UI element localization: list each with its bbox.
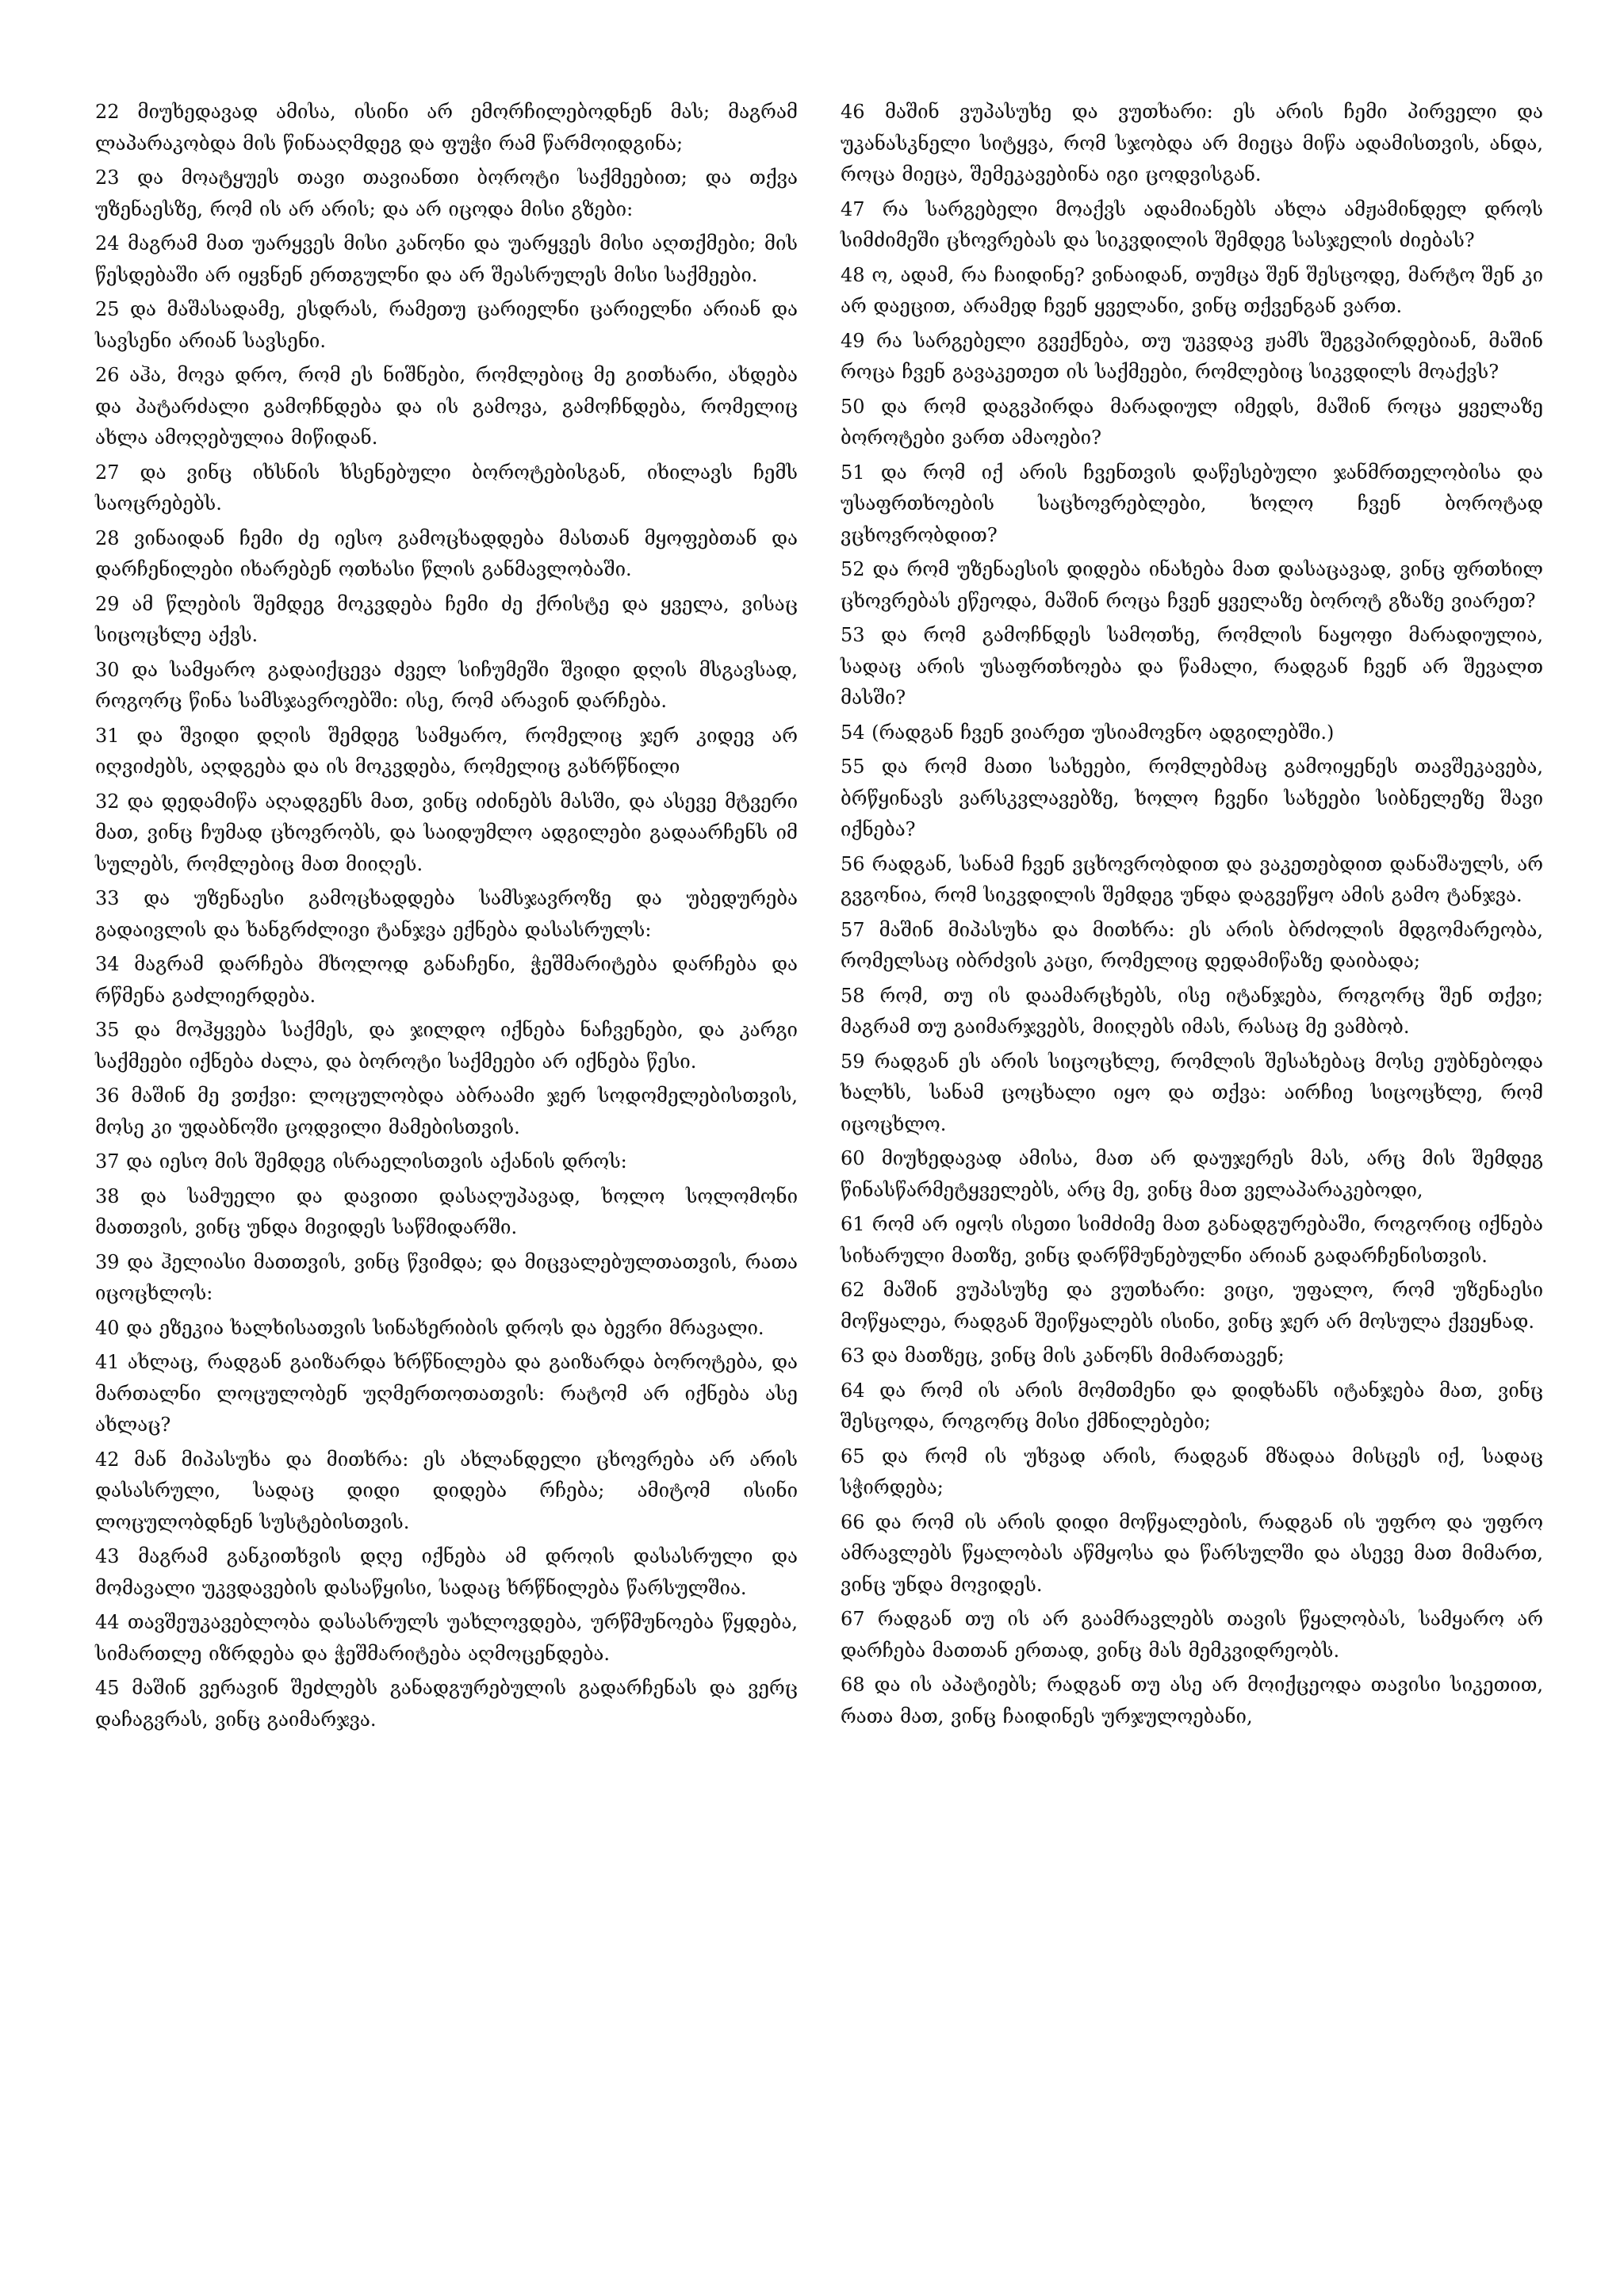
verse-26: 26 აჰა, მოვა დრო, რომ ეს ნიშნები, რომლებიც მე გითხარი, ახდება და პატარძალი გამოჩნდება და ის გამოვა, გამოჩნდება, რომელიც ახლა ამოღებულია მიწიდან. [95, 364, 798, 449]
verse-27: 27 და ვინც იხსნის ხსენებული ბოროტებისგან, იხილავს ჩემს საოცრებებს. [95, 461, 798, 515]
verse-34: 34 მაგრამ დარჩება მხოლოდ განაჩენი, ჭეშმარიტება დარჩება და რწმენა გაძლიერდება. [95, 953, 798, 1007]
verse-48: 48 ო, ადამ, რა ჩაიდინე? ვინაიდან, თუმცა შენ შესცოდე, მარტო შენ კი არ დაეცით, არამედ ჩვენ ყველანი, ვინც თქვენგან ვართ. [841, 263, 1543, 317]
verse-42: 42 მან მიპასუხა და მითხრა: ეს ახლანდელი ცხოვრება არ არის დასასრული, სადაც დიდი დიდება რჩება; ამიტომ ისინი ლოცულობდნენ სუსტებისთვის. [95, 1448, 798, 1533]
verse-28: 28 ვინაიდან ჩემი ძე იესო გამოცხადდება მასთან მყოფებთან და დარჩენილები იხარებენ ოთხასი წლის განმავლობაში. [95, 526, 798, 580]
verse-67: 67 რადგან თუ ის არ გაამრავლებს თავის წყალობას, სამყარო არ დარჩება მათთან ერთად, ვინც მას მემკვიდრეობს. [841, 1608, 1543, 1662]
verse-59: 59 რადგან ეს არის სიცოცხლე, რომლის შესახებაც მოსე ეუბნებოდა ხალხს, სანამ ცოცხალი იყო და თქვა: აირჩიე სიცოცხლე, რომ იცოცხლო. [841, 1050, 1543, 1135]
left-column [95, 97, 798, 1739]
verse-56: 56 რადგან, სანამ ჩვენ ვცხოვრობდით და ვაკეთებდით დანაშაულს, არ გვგონია, რომ სიკვდილის შემდეგ უნდა დაგვეწყო ამის გამო ტანჯვა. [841, 852, 1543, 906]
verse-33: 33 და უზენაესი გამოცხადდება სამსჯავროზე და უბედურება გადაივლის და ხანგრძლივი ტანჯვა ექნება დასასრულს: [95, 887, 798, 941]
verse-43: 43 მაგრამ განკითხვის დღე იქნება ამ დროის დასასრული და მომავალი უკვდავების დასაწყისი, სადაც ხრწნილება წარსულშია. [95, 1545, 798, 1599]
verse-44: 44 თავშეუკავებლობა დასასრულს უახლოვდება, ურწმუნოება წყდება, სიმართლე იზრდება და ჭეშმარიტება აღმოცენდება. [95, 1611, 798, 1665]
verse-57: 57 მაშინ მიპასუხა და მითხრა: ეს არის ბრძოლის მდგომარეობა, რომელსაც იბრძვის კაცი, რომელიც დედამიწაზე დაიბადა; [841, 918, 1543, 972]
verse-58: 58 რომ, თუ ის დაამარცხებს, ისე იტანჯება, როგორც შენ თქვი; მაგრამ თუ გაიმარჯვებს, მიიღებს იმას, რასაც მე ვამბობ. [841, 984, 1543, 1038]
verse-46: 46 მაშინ ვუპასუხე და ვუთხარი: ეს არის ჩემი პირველი და უკანასკნელი სიტყვა, რომ სჯობდა არ მიეცა მიწა ადამისთვის, ანდა, როცა მიეცა, შემეკავებინა იგი ცოდვისგან. [841, 101, 1543, 186]
verse-47: 47 რა სარგებელი მოაქვს ადამიანებს ახლა ამჟამინდელ დროს სიმძიმეში ცხოვრებას და სიკვდილის შემდეგ სასჯელის ძიებას? [841, 197, 1543, 251]
right-column [841, 97, 1543, 1735]
verse-49: 49 რა სარგებელი გვექნება, თუ უკვდავ ჟამს შეგვპირდებიან, მაშინ როცა ჩვენ გავაკეთეთ ის საქმეები, რომლებიც სიკვდილს მოაქვს? [841, 329, 1543, 383]
verse-61: 61 რომ არ იყოს ისეთი სიმძიმე მათ განადგურებაში, როგორიც იქნება სიხარული მათზე, ვინც დარწმუნებულნი არიან გადარჩენისთვის. [841, 1213, 1543, 1267]
verse-41: 41 ახლაც, რადგან გაიზარდა ხრწნილება და გაიზარდა ბოროტება, და მართალნი ლოცულობენ უღმერთოთათვის: რატომ არ იქნება ასე ახლაც? [95, 1351, 798, 1436]
verse-55: 55 და რომ მათი სახეები, რომლებმაც გამოიყენეს თავშეკავება, ბრწყინავს ვარსკვლავებზე, ხოლო ჩვენი სახეები სიბნელეზე შავი იქნება? [841, 756, 1543, 840]
verse-65: 65 და რომ ის უხვად არის, რადგან მზადაა მისცეს იქ, სადაც სჭირდება; [841, 1445, 1543, 1498]
verse-45: 45 მაშინ ვერავინ შეძლებს განადგურებულის გადარჩენას და ვერც დაჩაგვრას, ვინც გაიმარჯვა. [95, 1677, 798, 1731]
verse-24: 24 მაგრამ მათ უარყვეს მისი კანონი და უარყვეს მისი აღთქმები; მის წესდებაში არ იყვნენ ერთგულნი და არ შეასრულეს მისი საქმეები. [95, 232, 798, 286]
verse-36: 36 მაშინ მე ვთქვი: ლოცულობდა აბრაამი ჯერ სოდომელებისთვის, მოსე კი უდაბნოში ცოდვილი მამებისთვის. [95, 1085, 798, 1138]
verse-53: 53 და რომ გამოჩნდეს სამოთხე, რომლის ნაყოფი მარადიულია, სადაც არის უსაფრთხოება და წამალი, რადგან ჩვენ არ შევალთ მასში? [841, 624, 1543, 709]
verse-29: 29 ამ წლების შემდეგ მოკვდება ჩემი ძე ქრისტე და ყველა, ვისაც სიცოცხლე აქვს. [95, 592, 798, 646]
verse-52: 52 და რომ უზენაესის დიდება ინახება მათ დასაცავად, ვინც ფრთხილ ცხოვრებას ეწეოდა, მაშინ როცა ჩვენ ყველაზე ბოროტ გზაზე ვიარეთ? [841, 558, 1543, 612]
verse-22: 22 მიუხედავად ამისა, ისინი არ ემორჩილებოდნენ მას; მაგრამ ლაპარაკობდა მის წინააღმდეგ და ფუჭი რამ წარმოიდგინა; [95, 101, 798, 155]
verse-37: 37 და იესო მის შემდეგ ისრაელისთვის აქანის დროს: [95, 1150, 627, 1173]
verse-64: 64 და რომ ის არის მომთმენი და დიდხანს იტანჯება მათ, ვინც შესცოდა, როგორც მისი ქმნილებები; [841, 1379, 1543, 1433]
verse-68: 68 და ის აპატიებს; რადგან თუ ასე არ მოიქცეოდა თავისი სიკეთით, რათა მათ, ვინც ჩაიდინეს ურჯულოებანი, [841, 1674, 1543, 1728]
verse-39: 39 და ჰელიასი მათთვის, ვინც წვიმდა; და მიცვალებულთათვის, რათა იცოცხლოს: [95, 1250, 798, 1304]
verse-35: 35 და მოჰყვება საქმეს, და ჯილდო იქნება ნაჩვენები, და კარგი საქმეები იქნება ძალა, და ბოროტი საქმეები არ იქნება წესი. [95, 1019, 798, 1073]
verse-23: 23 და მოატყუეს თავი თავიანთი ბოროტი საქმეებით; და თქვა უზენაესზე, რომ ის არ არის; და არ იცოდა მისი გზები: [95, 166, 798, 220]
verse-31: 31 და შვიდი დღის შემდეგ სამყარო, რომელიც ჯერ კიდევ არ იღვიძებს, აღდგება და ის მოკვდება, რომელიც გახრწნილი [95, 724, 798, 778]
verse-50: 50 და რომ დაგვპირდა მარადიულ იმედს, მაშინ როცა ყველაზე ბოროტები ვართ ამაოები? [841, 395, 1543, 449]
verse-63: 63 და მათზეც, ვინც მის კანონს მიმართავენ; [841, 1345, 1285, 1367]
verse-25: 25 და მაშასადამე, ესდრას, რამეთუ ცარიელნი ცარიელნი არიან და სავსენი არიან სავსენი. [95, 298, 798, 352]
verse-51: 51 და რომ იქ არის ჩვენთვის დაწესებული ჯანმრთელობისა და უსაფრთხოების საცხოვრებლები, ხოლო ჩვენ ბოროტად ვცხოვრობდით? [841, 461, 1543, 546]
verse-54: 54 (რადგან ჩვენ ვიარეთ უსიამოვნო ადგილებში.) [841, 721, 1335, 744]
verse-66: 66 და რომ ის არის დიდი მოწყალების, რადგან ის უფრო და უფრო ამრავლებს წყალობას აწმყოსა და წარსულში და ასევე მათ მიმართ, ვინც უნდა მოვიდეს. [841, 1510, 1543, 1596]
verse-60: 60 მიუხედავად ამისა, მათ არ დაუჯერეს მას, არც მის შემდეგ წინასწარმეტყველებს, არც მე, ვინც მათ ველაპარაკებოდი, [841, 1147, 1543, 1201]
verse-62: 62 მაშინ ვუპასუხე და ვუთხარი: ვიცი, უფალო, რომ უზენაესი მოწყალეა, რადგან შეიწყალებს ისინი, ვინც ჯერ არ მოსულა ქვეყნად. [841, 1279, 1543, 1333]
verse-32: 32 და დედამიწა აღადგენს მათ, ვინც იძინებს მასში, და ასევე მტვერი მათ, ვინც ჩუმად ცხოვრობს, და საიდუმლო ადგილები გადაარჩენს იმ სულებს, რომლებიც მათ მიიღეს. [95, 790, 798, 875]
verse-30: 30 და სამყარო გადაიქცევა ძველ სიჩუმეში შვიდი დღის მსგავსად, როგორც წინა სამსჯავროებში: ისე, რომ არავინ დარჩება. [95, 658, 798, 712]
verse-40: 40 და ეზეკია ხალხისათვის სინახერიბის დროს და ბევრი მრავალი. [95, 1316, 764, 1339]
verse-38: 38 და სამუელი და დავითი დასაღუპავად, ხოლო სოლომონი მათთვის, ვინც უნდა მივიდეს საწმიდარში. [95, 1184, 798, 1238]
